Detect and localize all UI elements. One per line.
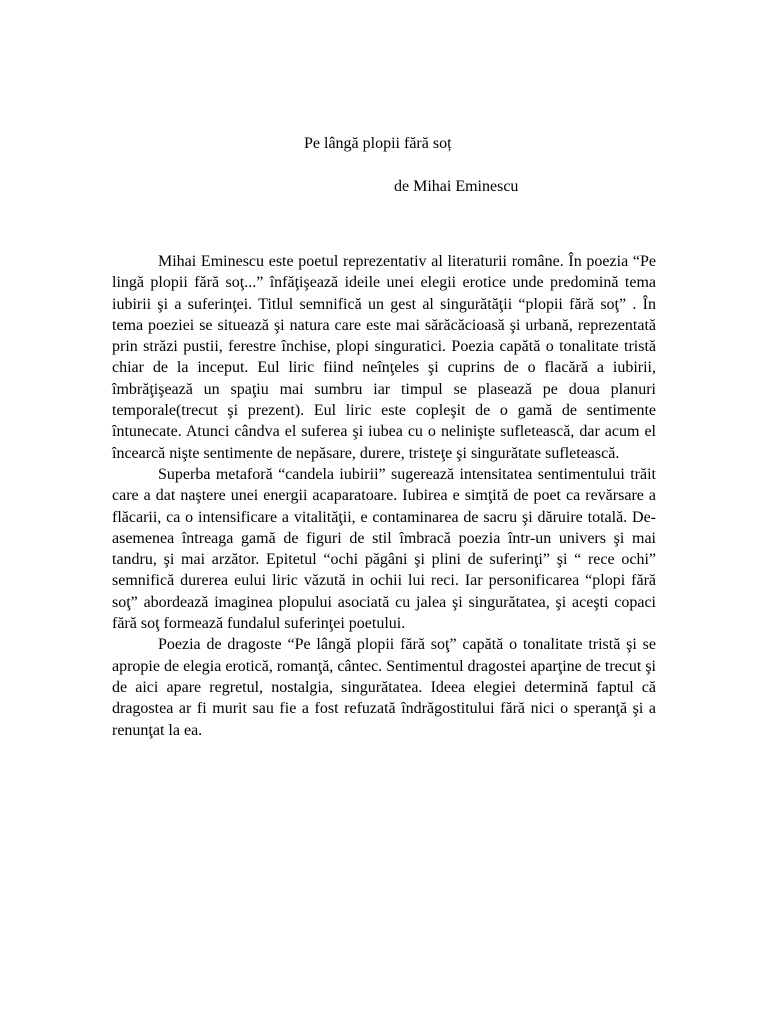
paragraph: Superba metaforă “candela iubirii” sugerează intensitatea sentimentului trăit care a dat naştere unei energii acaparatoare. Iubirea e simţită de poet ca revărsare a flăcarii, ca o intensificare a vitalităţii, e contaminarea de sacru şi dăruire totală. De-asemenea întreaga gamă de figuri de stil îmbracă poezia într-un univers şi mai tandru, şi mai arzător. Epitetul “ochi păgâni şi plini de suferinţi” şi “ rece ochi” semnifică durerea eului liric văzută in ochii lui reci. Iar personificarea “plopi fără soţ” abordează imaginea plopului asociată cu jalea şi singurătatea, şi aceşti copaci fără soţ formează fundalul suferinţei poetului.: [112, 465, 656, 633]
paragraph: Mihai Eminescu este poetul reprezentativ al literaturii române. În poezia “Pe lingă plopii fără soţ...” înfăţişează ideile unei elegii erotice unde predomină tema iubirii şi a suferinţei. Titlul semnifică un gest al singurătăţii “plopii fără soţ” . În tema poeziei se situează şi natura care este mai sărăcăcioasă şi urbană, reprezentată prin străzi pustii, ferestre închise, plopi singuratici. Poezia capătă o tonalitate tristă chiar de la inceput. Eul liric fiind neînţeles şi cuprins de o flacără a iubirii, îmbrăţişează un spaţiu mai sumbru iar timpul se plasează pe doua planuri temporale(trecut şi prezent). Eul liric este copleşit de o gamă de sentimente întunecate. Atunci cândva el suferea şi iubea cu o nelinişte sufletească, dar acum el încearcă nişte sentimente de nepăsare, durere, tristeţe şi singurătate sufletească.: [112, 253, 656, 462]
document-body: [112, 251, 656, 741]
paragraph: Poezia de dragoste “Pe lângă plopii fără soţ” capătă o tonalitate tristă şi se apropie de elegia erotică, romanţă, cântec. Sentimentul dragostei aparţine de trecut şi de aici apare regretul, nostalgia, singurătatea. Ideea elegiei determină faptul că dragostea ar fi murit sau fie a fost refuzată îndrăgostitului fără nici o speranţă şi a renunţat la ea.: [112, 636, 656, 739]
page-title: Pe lângă plopii fără soț: [304, 135, 452, 152]
author-line: de Mihai Eminescu: [394, 178, 519, 195]
